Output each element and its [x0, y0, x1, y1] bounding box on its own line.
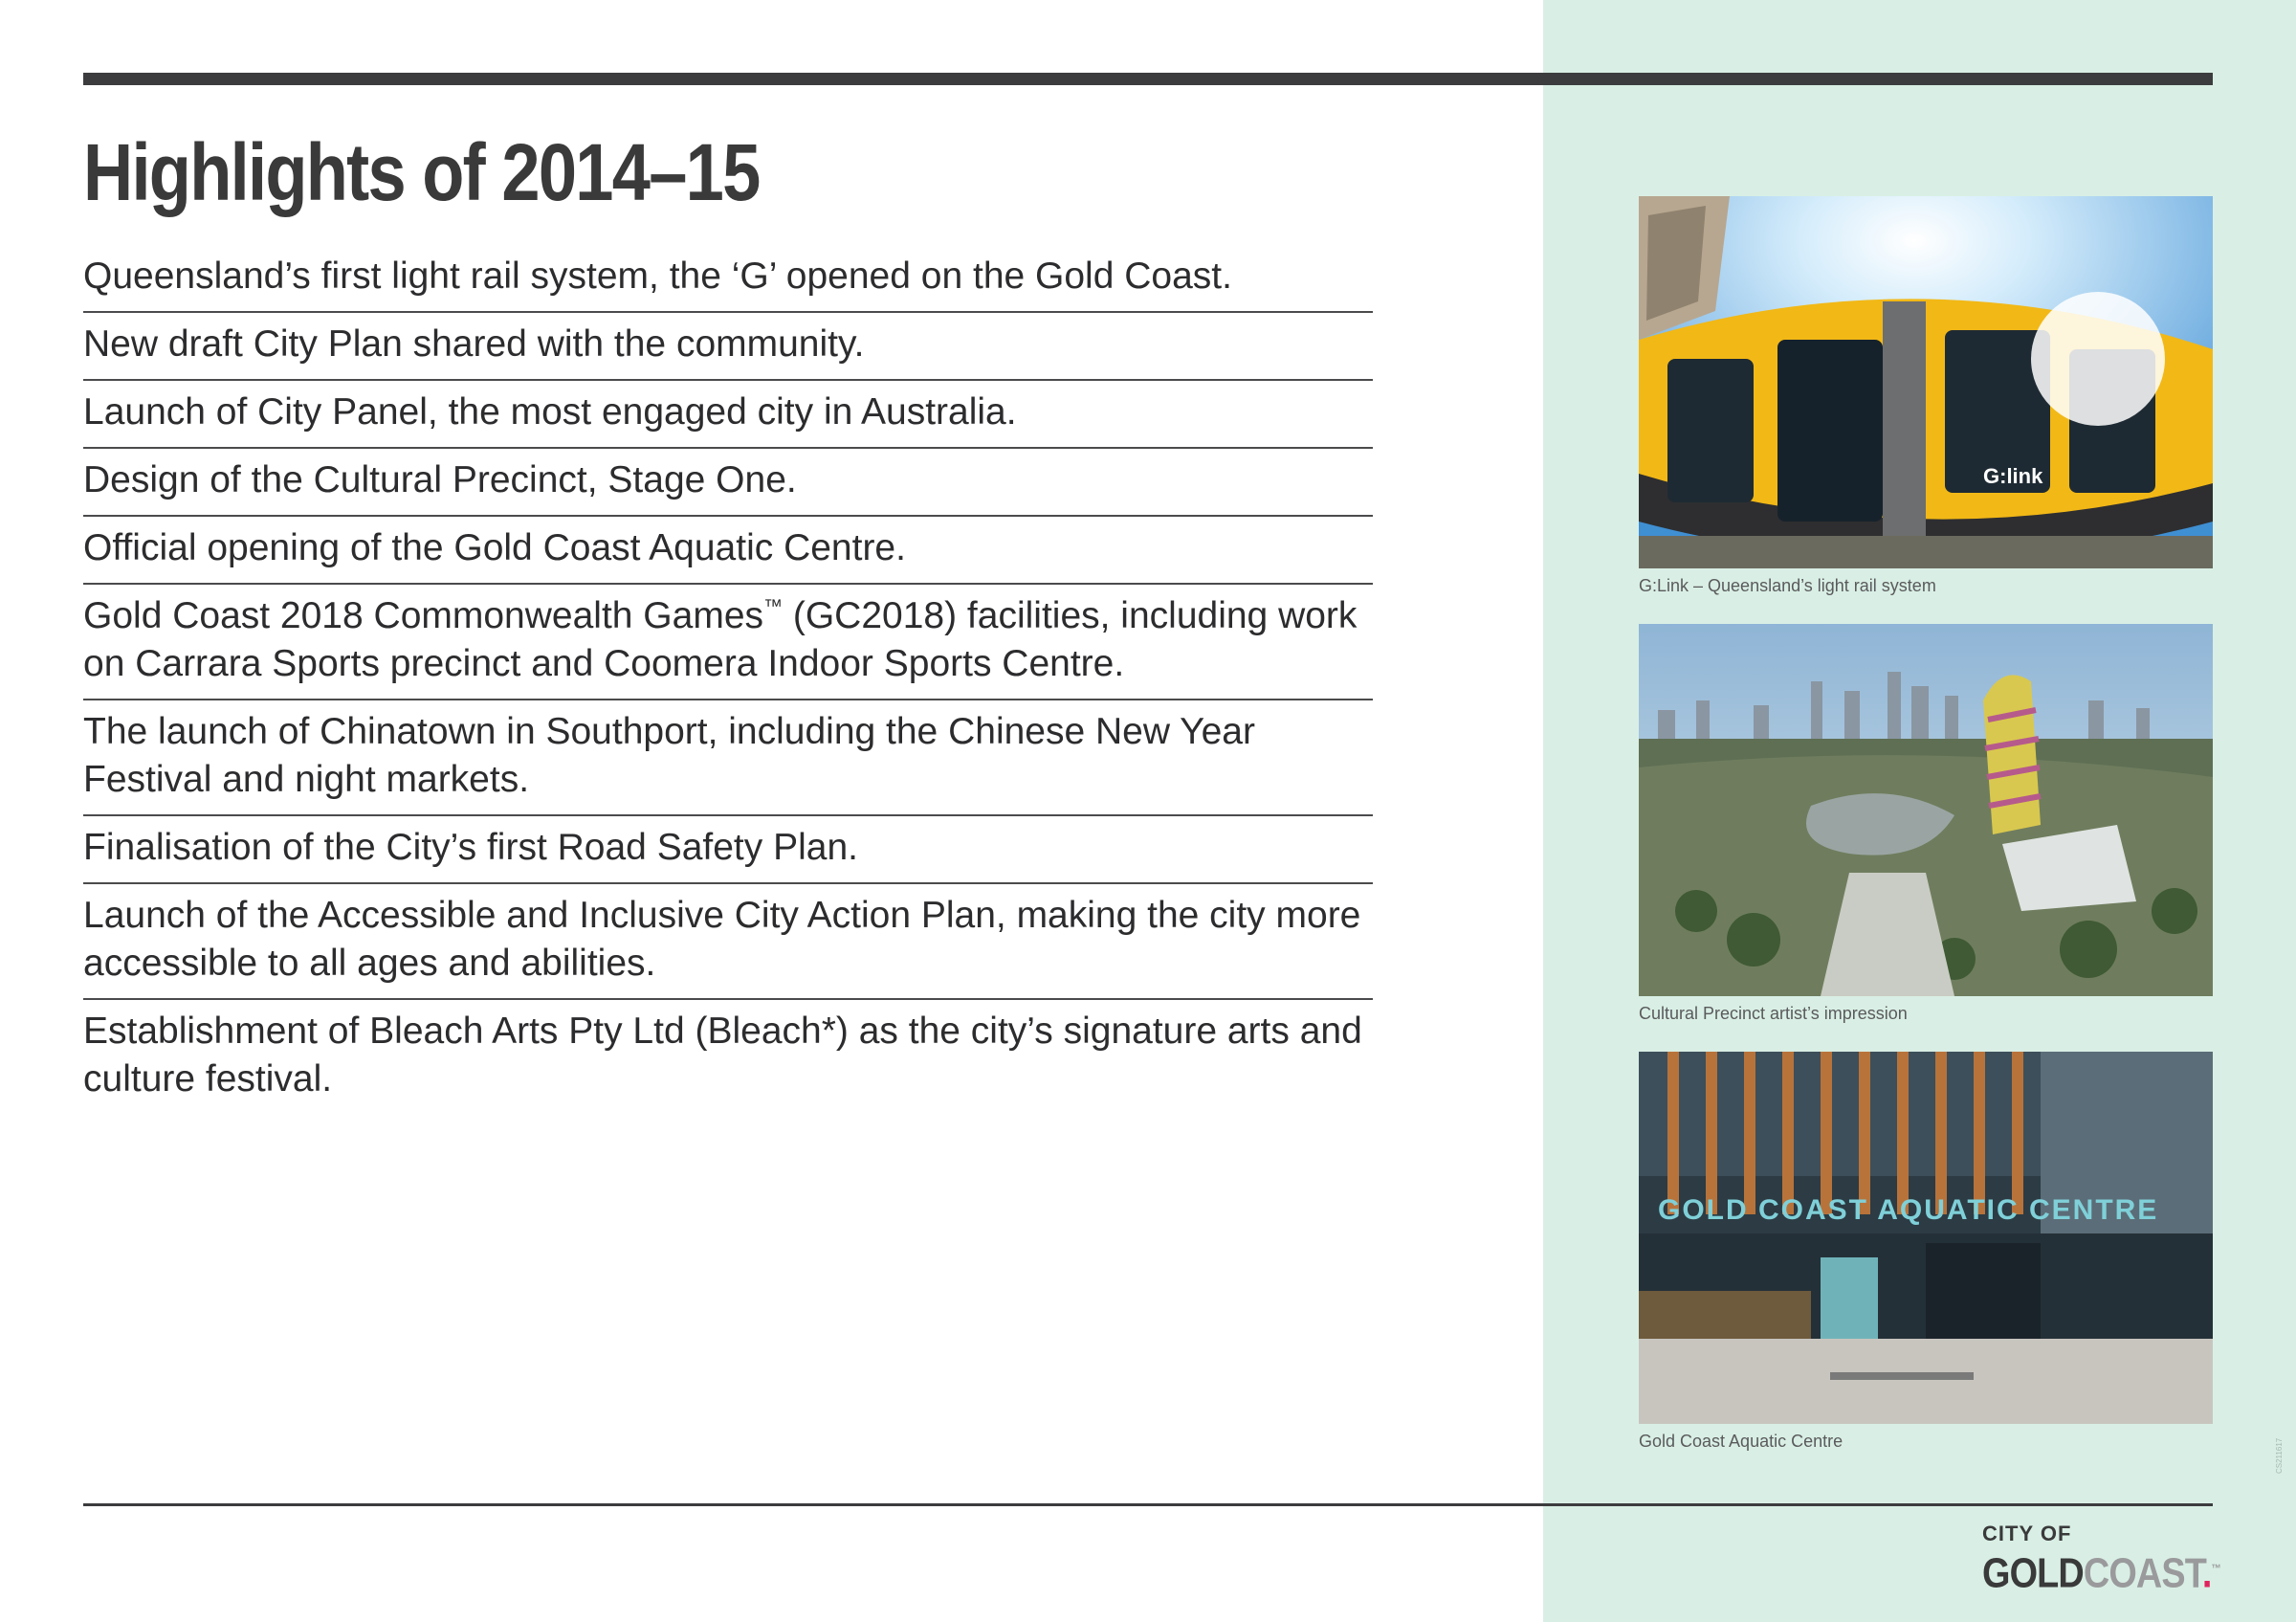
light-rail-photo	[1639, 196, 2213, 568]
highlight-item	[83, 517, 1373, 585]
aquatic-centre-image	[1639, 1052, 2213, 1424]
light-rail-caption: G:Link – Queensland’s light rail system	[1639, 576, 1936, 595]
tram-logo-text: G:link	[1983, 464, 2043, 488]
highlight-item	[83, 245, 1373, 313]
highlight-text: Official opening of the Gold Coast Aquatic Centre.	[83, 527, 906, 568]
logo-trademark: ™	[2211, 1562, 2220, 1575]
highlight-text: The launch of Chinatown in Southport, including the Chinese New Year Festival and night markets.	[83, 711, 1255, 800]
highlight-text: Launch of City Panel, the most engaged city in Australia.	[83, 391, 1017, 433]
aquatic-centre-photo	[1639, 1052, 2213, 1424]
highlight-item	[83, 449, 1373, 517]
aquatic-sign-text: GOLD COAST AQUATIC CENTRE	[1658, 1194, 2159, 1226]
highlight-text: Launch of the Accessible and Inclusive City Action Plan, making the city more accessible to all ages and abilities.	[83, 895, 1361, 984]
highlight-item	[83, 816, 1373, 884]
highlight-text-continued: (GC2018) facilities, including work on Carrara Sports precinct and Coomera Indoor Sports Centre.	[83, 595, 1358, 684]
highlight-item	[83, 1000, 1373, 1114]
logo-word-gold: GOLD	[1982, 1549, 2084, 1597]
highlight-text: Finalisation of the City’s first Road Safety Plan.	[83, 827, 858, 868]
highlight-item	[83, 381, 1373, 449]
logo-city-of: CITY OF	[1982, 1522, 2072, 1545]
page-title: Highlights of 2014–15	[83, 127, 760, 217]
highlight-text: Queensland’s first light rail system, the ‘G’ opened on the Gold Coast.	[83, 256, 1232, 297]
top-rule	[83, 73, 2213, 85]
cultural-precinct-caption: Cultural Precinct artist’s impression	[1639, 1004, 1908, 1023]
highlight-item	[83, 700, 1373, 816]
highlight-item	[83, 585, 1373, 700]
side-reference-code: CS211617	[2275, 1437, 2284, 1474]
highlight-text: Design of the Cultural Precinct, Stage One.	[83, 459, 797, 500]
city-of-gold-coast-logo	[1982, 1522, 2220, 1598]
trademark-symbol: ™	[763, 596, 784, 617]
highlight-text: New draft City Plan shared with the community.	[83, 323, 865, 365]
logo-dot: .	[2201, 1549, 2212, 1597]
cultural-precinct-image	[1639, 624, 2213, 996]
cultural-precinct-photo	[1639, 624, 2213, 996]
highlight-item	[83, 313, 1373, 381]
highlight-text: Establishment of Bleach Arts Pty Ltd (Bleach*) as the city’s signature arts and culture festival.	[83, 1011, 1362, 1100]
light-rail-image	[1639, 196, 2213, 568]
logo-word-coast: COAST	[2083, 1549, 2202, 1597]
highlights-list	[83, 245, 1373, 1114]
highlight-item	[83, 884, 1373, 1000]
highlight-text: Gold Coast 2018 Commonwealth Games	[83, 595, 764, 636]
aquatic-centre-caption: Gold Coast Aquatic Centre	[1639, 1432, 1843, 1451]
logo-wordmark	[1982, 1546, 2220, 1597]
bottom-rule	[83, 1503, 2213, 1506]
